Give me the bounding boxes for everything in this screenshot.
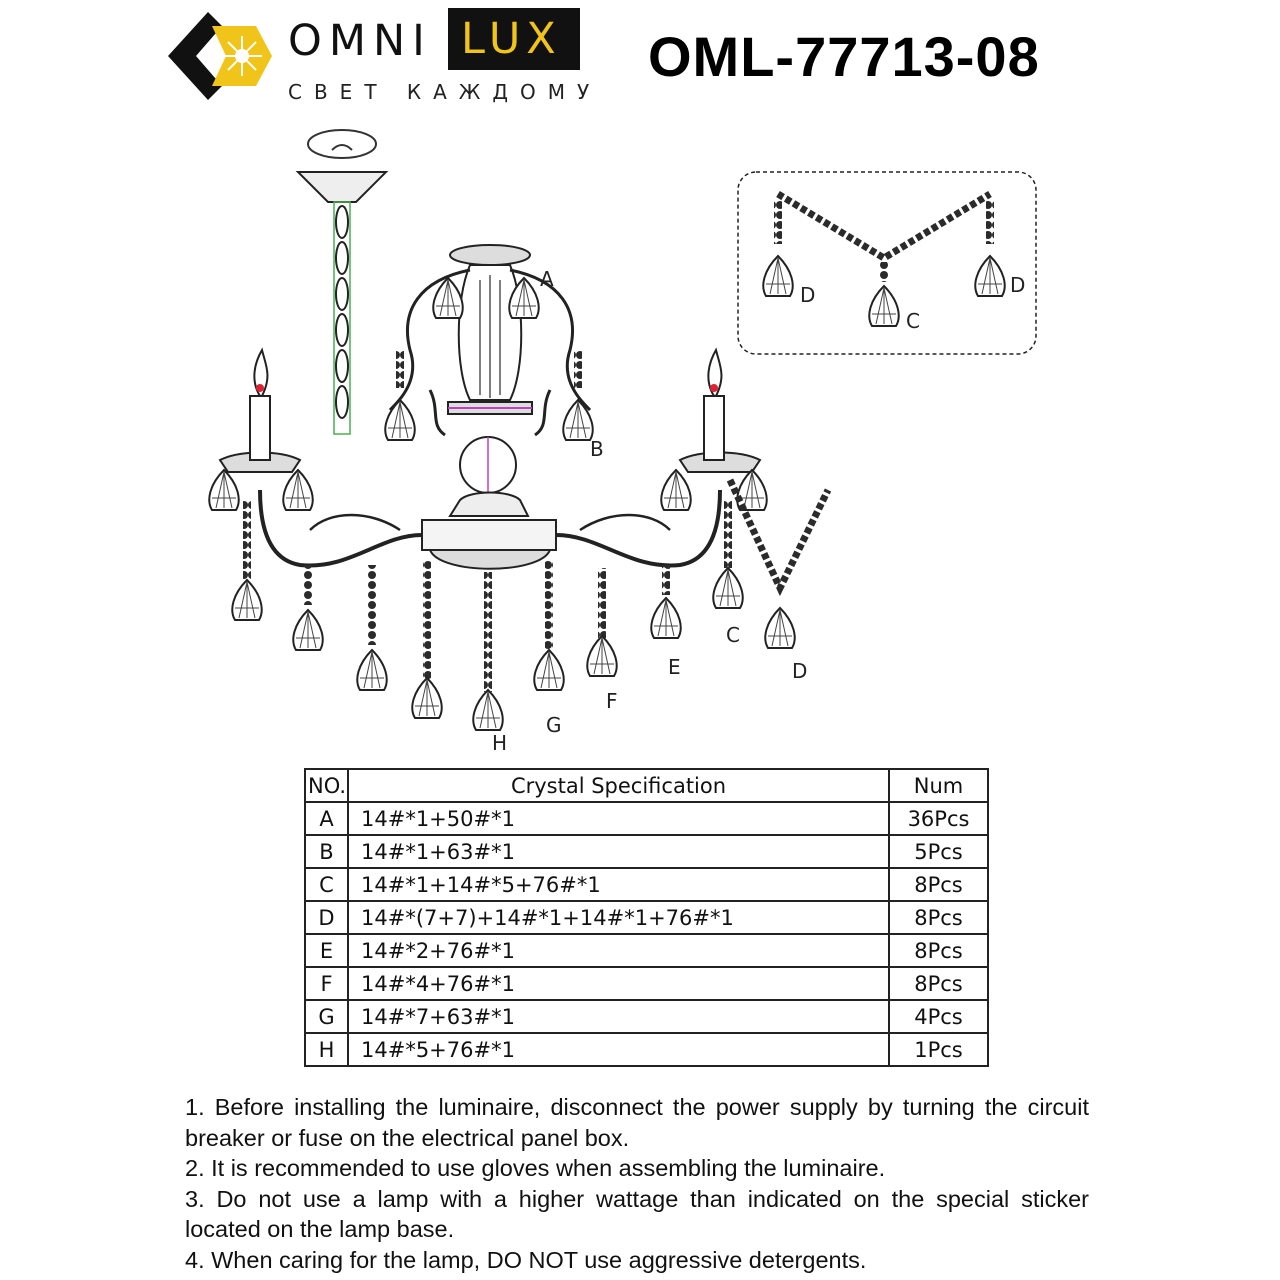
note-1: 1. Before installing the luminaire, disconnect the power supply by turning the circuit breaker or fuse on the electrical panel box. (185, 1094, 1089, 1151)
table-row (305, 802, 988, 835)
row-num: 8Pcs (889, 934, 988, 967)
inset-label-d-left: D (800, 283, 816, 307)
label-h: H (492, 731, 508, 755)
row-spec: 14#*7+63#*1 (348, 1000, 889, 1033)
brand-name-lux: LUX (461, 14, 562, 64)
instructions (185, 1092, 1089, 1275)
omnilux-logo-icon (164, 8, 276, 104)
crystal-spec-table (304, 768, 989, 1067)
row-spec: 14#*2+76#*1 (348, 934, 889, 967)
header-spec: Crystal Specification (348, 769, 889, 802)
table-row (305, 901, 988, 934)
row-num: 8Pcs (889, 868, 988, 901)
row-num: 36Pcs (889, 802, 988, 835)
row-num: 1Pcs (889, 1033, 988, 1066)
chandelier-diagram (0, 110, 1280, 760)
row-no: H (305, 1033, 348, 1066)
label-d: D (792, 659, 808, 683)
table-row (305, 868, 988, 901)
inset-label-d-right: D (1010, 273, 1026, 297)
row-spec: 14#*1+50#*1 (348, 802, 889, 835)
table-row (305, 1033, 988, 1066)
inset-label-c: C (906, 309, 920, 333)
label-g: G (546, 713, 562, 737)
model-code: OML-77713-08 (648, 25, 1040, 88)
note-2: 2. It is recommended to use gloves when assembling the luminaire. (185, 1155, 886, 1181)
row-num: 8Pcs (889, 967, 988, 1000)
row-no: A (305, 802, 348, 835)
table-row (305, 1000, 988, 1033)
note-4: 4. When caring for the lamp, DO NOT use aggressive detergents. (185, 1246, 867, 1273)
row-no: B (305, 835, 348, 868)
row-no: C (305, 868, 348, 901)
table-row (305, 835, 988, 868)
header-num: Num (889, 769, 988, 802)
header-no: NO. (305, 769, 348, 802)
label-c: C (726, 623, 740, 647)
row-spec: 14#*1+63#*1 (348, 835, 889, 868)
row-no: E (305, 934, 348, 967)
brand-tagline: СВЕТ КАЖДОМУ (288, 80, 602, 104)
row-no: D (305, 901, 348, 934)
row-spec: 14#*1+14#*5+76#*1 (348, 868, 889, 901)
row-no: G (305, 1000, 348, 1033)
row-num: 5Pcs (889, 835, 988, 868)
row-spec: 14#*(7+7)+14#*1+14#*1+76#*1 (348, 901, 889, 934)
table-header-row (305, 769, 988, 802)
label-a: A (540, 267, 554, 291)
label-e: E (668, 655, 681, 679)
row-num: 4Pcs (889, 1000, 988, 1033)
row-spec: 14#*5+76#*1 (348, 1033, 889, 1066)
table-row (305, 934, 988, 967)
row-spec: 14#*4+76#*1 (348, 967, 889, 1000)
label-b: B (590, 437, 604, 461)
brand-name-omni: OMNI (288, 16, 432, 66)
label-f: F (606, 689, 618, 713)
row-num: 8Pcs (889, 901, 988, 934)
table-row (305, 967, 988, 1000)
note-3: 3. Do not use a lamp with a higher wattage than indicated on the special sticker located on the lamp base. (185, 1185, 1089, 1242)
row-no: F (305, 967, 348, 1000)
